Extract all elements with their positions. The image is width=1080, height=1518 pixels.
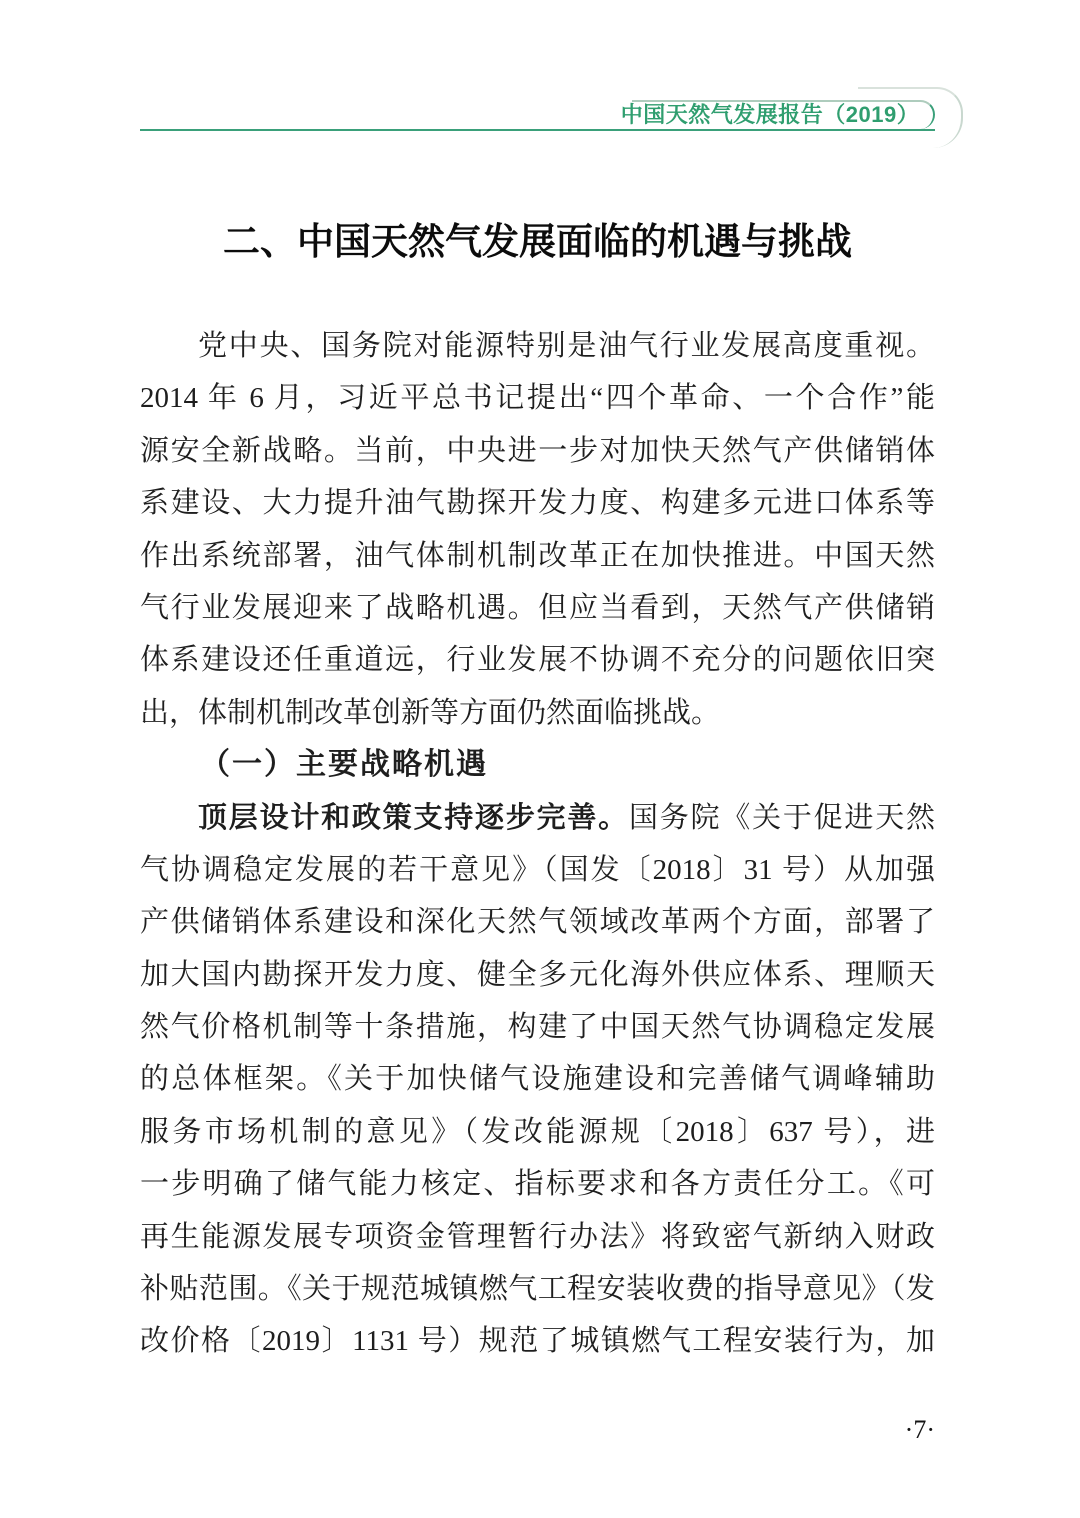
text-line: 然气价格机制等十条措施，构建了中国天然气协调稳定发展 [140, 1011, 935, 1044]
text-line: 一步明确了储气能力核定、指标要求和各方责任分工。《可 [140, 1168, 935, 1201]
text-line: 补贴范围。《关于规范城镇燃气工程安装收费的指导意见》（发 [140, 1273, 935, 1306]
paragraph-strategic-opportunities [140, 792, 935, 1368]
header-underline-rule [140, 129, 935, 131]
text-line: 的总体框架。《关于加快储气设施建设和完善储气调峰辅助 [140, 1063, 935, 1096]
chapter-title: 二、中国天然气发展面临的机遇与挑战 [223, 221, 852, 262]
text-line: 出，体制机制改革创新等方面仍然面临挑战。 [140, 696, 721, 729]
paragraph-intro [140, 320, 935, 739]
text-line: 作出系统部署，油气体制机制改革正在加快推进。中国天然 [140, 539, 935, 572]
text-line: 源安全新战略。当前，中央进一步对加快天然气产供储销体 [140, 434, 935, 467]
body-text-block [140, 320, 935, 1368]
text-line: 2014 年 6 月，习近平总书记提出“四个革命、一个合作”能 [140, 382, 935, 415]
running-header-title: 中国天然气发展报告（2019） [620, 102, 920, 127]
text-line: 系建设、大力提升油气勘探开发力度、构建多元进口体系等 [140, 487, 935, 520]
text-line: 加大国内勘探开发力度、健全多元化海外供应体系、理顺天 [140, 958, 935, 991]
text-line: 体系建设还任重道远，行业发展不协调不充分的问题依旧突 [140, 644, 935, 677]
text-line: 改价格〔2019〕1131 号）规范了城镇燃气工程安装行为，加 [140, 1325, 935, 1358]
bold-run: 顶层设计和政策支持逐步完善。 [198, 801, 629, 834]
page-number: ·7· [904, 1415, 935, 1444]
text-line: 党中央、国务院对能源特别是油气行业发展高度重视。 [198, 330, 935, 362]
text-line: 产供储销体系建设和深化天然气领域改革两个方面，部署了 [140, 906, 935, 939]
section-heading: （一）主要战略机遇 [200, 748, 488, 782]
text-line: 气行业发展迎来了战略机遇。但应当看到，天然气产供储销 [140, 591, 935, 624]
text-line: 气协调稳定发展的若干意见》（国发〔2018〕31 号）从加强 [140, 853, 935, 886]
text-line: 服务市场机制的意见》（发改能源规〔2018〕637 号），进 [140, 1115, 935, 1148]
text-line: 顶层设计和政策支持逐步完善。国务院《关于促进天然 [198, 801, 935, 834]
text-line: 再生能源发展专项资金管理暂行办法》将致密气新纳入财政 [140, 1220, 935, 1253]
